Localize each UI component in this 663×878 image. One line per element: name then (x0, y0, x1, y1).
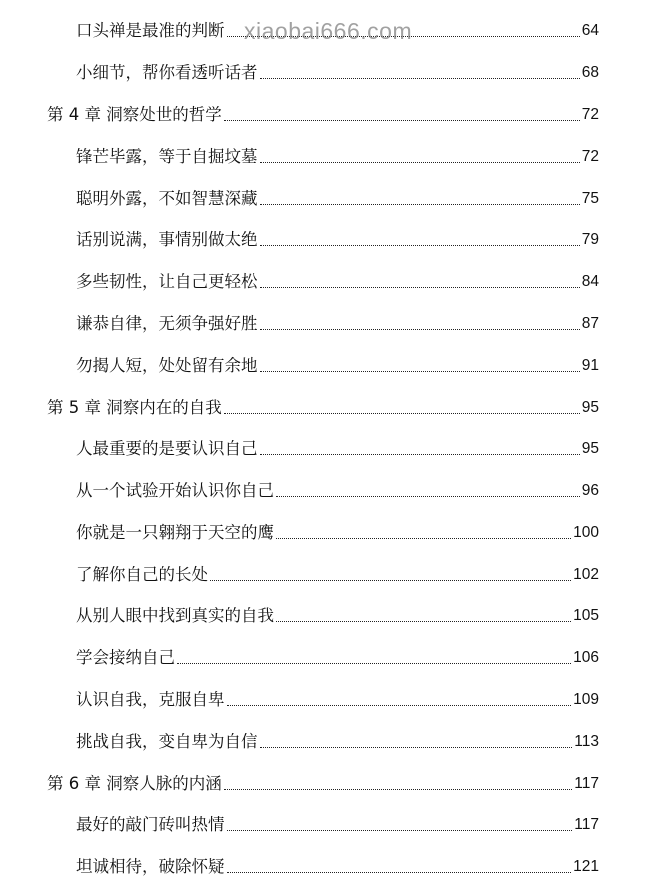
toc-entry-title: 坦诚相待，破除怀疑 (76, 857, 225, 876)
dot-leader (260, 329, 580, 330)
dot-leader (276, 496, 580, 497)
dot-leader (260, 245, 580, 246)
toc-entry-page: 105 (573, 607, 599, 624)
toc-entry-title: 话别说满，事情别做太绝 (76, 230, 258, 249)
toc-entry-page: 102 (573, 566, 599, 583)
dot-leader (177, 663, 571, 664)
toc-entry-page: 72 (581, 106, 599, 123)
dot-leader (224, 413, 580, 414)
toc-entry-page: 75 (581, 190, 599, 207)
dot-leader (260, 747, 573, 748)
toc-chapter-entry (0, 96, 663, 126)
toc-entry-page: 113 (574, 733, 599, 750)
toc-entry-title: 第 6 章 洞察人脉的内涵 (47, 774, 222, 793)
dot-leader (227, 830, 573, 831)
toc-entry-page: 106 (573, 649, 599, 666)
toc-entry (0, 639, 663, 669)
toc-entry (0, 138, 663, 168)
dot-leader (260, 78, 580, 79)
toc-entry-page: 121 (573, 858, 599, 875)
toc-entry-page: 95 (581, 399, 599, 416)
toc-entry-title: 人最重要的是要认识自己 (76, 439, 258, 458)
toc-entry-title: 你就是一只翱翔于天空的鹰 (76, 523, 274, 542)
toc-entry-title: 了解你自己的长处 (76, 565, 208, 584)
toc-entry-page: 64 (581, 22, 599, 39)
toc-entry (0, 597, 663, 627)
toc-entry-page: 96 (581, 482, 599, 499)
toc-entry (0, 514, 663, 544)
toc-entry-title: 谦恭自律，无须争强好胜 (76, 314, 258, 333)
toc-entry (0, 723, 663, 753)
dot-leader (260, 454, 580, 455)
watermark-text: xiaobai666.com (244, 18, 413, 44)
dot-leader (260, 204, 580, 205)
toc-entry-page: 68 (581, 64, 599, 81)
dot-leader (260, 371, 580, 372)
toc-entry-page: 117 (574, 775, 599, 792)
dot-leader (227, 36, 580, 37)
toc-entry (0, 54, 663, 84)
dot-leader (260, 287, 580, 288)
toc-entry (0, 221, 663, 251)
toc-entry (0, 681, 663, 711)
toc-entry-title: 最好的敲门砖叫热情 (76, 815, 225, 834)
toc-entry-title: 多些韧性，让自己更轻松 (76, 272, 258, 291)
toc-entry (0, 180, 663, 210)
toc-entry-page: 84 (581, 273, 599, 290)
toc-entry-title: 勿揭人短，处处留有余地 (76, 356, 258, 375)
toc-entry (0, 806, 663, 836)
toc-entry-title: 小细节，帮你看透听话者 (76, 63, 258, 82)
toc-entry-title: 锋芒毕露，等于自掘坟墓 (76, 147, 258, 166)
dot-leader (260, 162, 580, 163)
toc-entry (0, 305, 663, 335)
toc-entry-title: 聪明外露，不如智慧深藏 (76, 189, 258, 208)
dot-leader (224, 120, 580, 121)
dot-leader (210, 580, 571, 581)
toc-entry (0, 430, 663, 460)
toc-entry-page: 72 (581, 148, 599, 165)
toc-entry-title: 口头禅是最准的判断 (76, 21, 225, 40)
dot-leader (276, 621, 571, 622)
toc-chapter-entry (0, 389, 663, 419)
toc-entry-title: 学会接纳自己 (76, 648, 175, 667)
dot-leader (224, 789, 573, 790)
toc-entry-title: 第 5 章 洞察内在的自我 (47, 398, 222, 417)
toc-entry-page: 95 (581, 440, 599, 457)
toc-entry-page: 109 (573, 691, 599, 708)
toc-entry-page: 100 (573, 524, 599, 541)
toc-entry-page: 79 (581, 231, 599, 248)
toc-entry-title: 从一个试验开始认识你自己 (76, 481, 274, 500)
toc-entry (0, 12, 663, 42)
dot-leader (227, 705, 572, 706)
toc-entry-page: 91 (581, 357, 599, 374)
toc-entry (0, 263, 663, 293)
toc-entry-title: 挑战自我，变自卑为自信 (76, 732, 258, 751)
toc-chapter-entry (0, 765, 663, 795)
toc-entry-title: 从别人眼中找到真实的自我 (76, 606, 274, 625)
toc-entry (0, 347, 663, 377)
toc-entry-page: 87 (581, 315, 599, 332)
toc-entry-title: 第 4 章 洞察处世的哲学 (47, 105, 222, 124)
dot-leader (276, 538, 571, 539)
toc-entry (0, 556, 663, 586)
toc-entry-title: 认识自我，克服自卑 (76, 690, 225, 709)
toc-entry (0, 472, 663, 502)
toc-entry (0, 848, 663, 878)
toc-entry-page: 117 (574, 816, 599, 833)
